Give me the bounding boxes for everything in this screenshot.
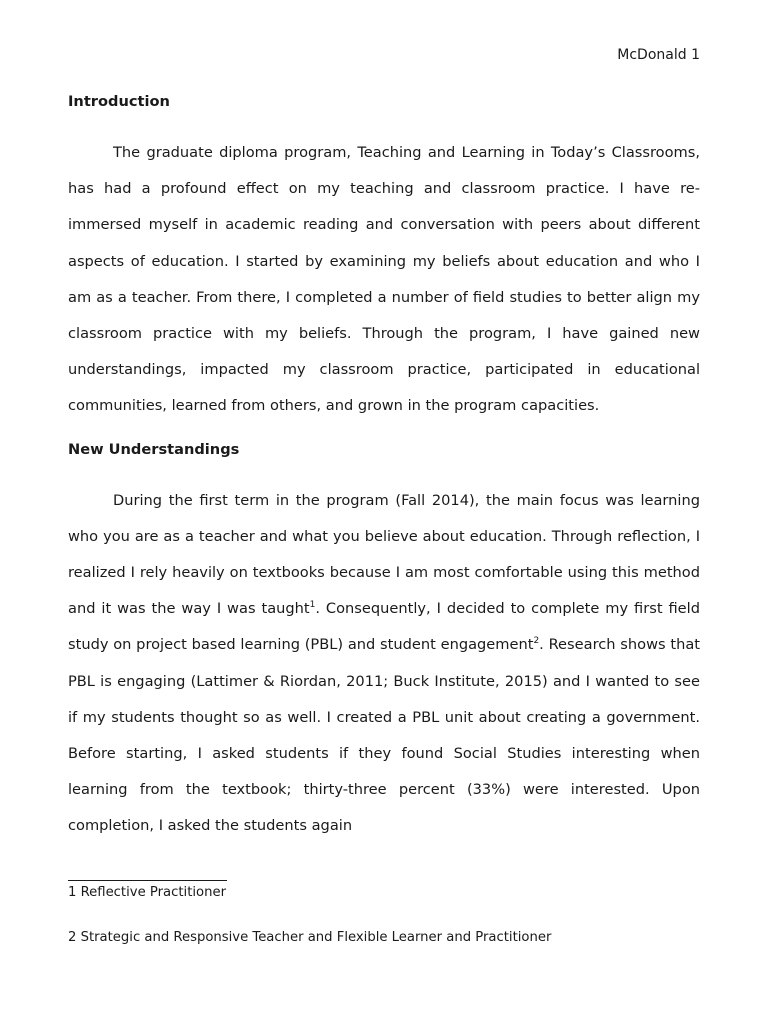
footnote-separator [68,880,227,881]
footnote-ref-2: 2 [533,636,540,647]
introduction-paragraph: The graduate diploma program, Teaching and Learning in Today’s Classrooms, has had a profound effect on my teaching and classroom practice. I have re-immersed myself in academic reading and conversation with peers about different aspects of education. I started by examining my beliefs about education and who I am as a teacher. From there, I completed a number of field studies to better align my classroom practice with my beliefs. Through the program, I have gained new understandings, impacted my classroom practice, participated in educational communities, learned from others, and grown in the program capacities. [68,144,700,415]
paragraph-text-part1: During the first term in the program (Fall 2014), the main focus was learning who you are as a teacher and what you believe about education. Through reflection, I realized I rely heavily on textbooks because I am most comfortable using this method and it was the way I was taught [68,491,700,618]
new-understandings-paragraph [68,483,700,845]
footnote-2: 2 Strategic and Responsive Teacher and Flexible Learner and Practitioner [68,930,552,945]
document-body [68,91,700,845]
footnote-1: 1 Reflective Practitioner [68,885,226,900]
section-heading-introduction: Introduction [68,93,170,110]
section-heading-new-understandings: New Understandings [68,440,240,458]
running-head: McDonald 1 [617,47,700,63]
footnote-ref-1: 1 [309,600,316,611]
paragraph-text-part3: . Research shows that PBL is engaging (Lattimer & Riordan, 2011; Buck Institute, 2015) and I wanted to see if my students thought so as well. I created a PBL unit about creating a government. Before starting, I asked students if they found Social Studies interesting when learning from the textbook; thirty-three percent (33%) were interested. Upon completion, I asked the students again [68,636,701,835]
paragraph-text-part2: . Consequently, I decided to complete my first field study on project based learning (PBL) and student engagement [68,600,700,654]
